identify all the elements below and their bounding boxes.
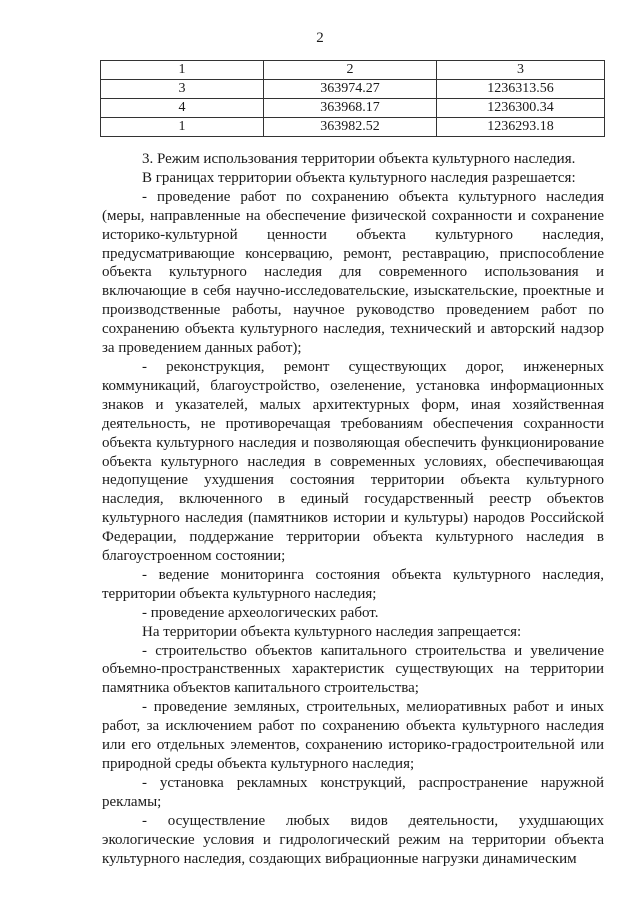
forbidden-intro: На территории объекта культурного наследия запрещается: <box>142 623 522 640</box>
x-coordinate-cell: 363968.17 <box>264 99 437 118</box>
document-body <box>102 150 604 868</box>
point-number-cell: 3 <box>101 80 264 99</box>
table-header-cell: 3 <box>437 61 605 80</box>
table-row <box>101 80 605 99</box>
page-number: 2 <box>316 30 324 46</box>
coordinates-table <box>100 60 605 137</box>
table-row <box>101 118 605 137</box>
forbidden-item: - установка рекламных конструкций, распространение наружной рекламы; <box>102 774 604 810</box>
y-coordinate-cell: 1236293.18 <box>437 118 605 137</box>
section-heading: 3. Режим использования территории объекта культурного наследия. <box>142 151 576 167</box>
table-header-cell: 2 <box>264 61 437 80</box>
y-coordinate-cell: 1236300.34 <box>437 99 605 118</box>
forbidden-item: - проведение земляных, строительных, мелиоративных работ и иных работ, за исключением работ по сохранению объекта культурного наследия или его отдельных элементов, сохранению историко-градостроительной или природной среды объекта культурного наследия; <box>102 699 604 772</box>
point-number-cell: 1 <box>101 118 264 137</box>
allowed-item: - ведение мониторинга состояния объекта культурного наследия, территории объекта культурного наследия; <box>102 566 604 602</box>
x-coordinate-cell: 363982.52 <box>264 118 437 137</box>
table-header-cell: 1 <box>101 61 264 80</box>
forbidden-item: - строительство объектов капитального строительства и увеличение объемно-пространственных характеристик существующих на территории памятника объектов капитального строительства; <box>102 642 604 697</box>
allowed-item: - проведение работ по сохранению объекта культурного наследия (меры, направленные на обеспечение физической сохранности и сохранение историко-культурной ценности объекта культурного наследия, предусматривающие консервацию, ремонт, реставрацию, приспособление объекта культурного наследия для современного использования и включающие в себя научно-исследовательские, изыскательские, проектные и производственные работы, научное руководство проведением работ по сохранению объекта культурного наследия, технический и авторский надзор за проведением данных работ); <box>102 188 604 357</box>
point-number-cell: 4 <box>101 99 264 118</box>
allowed-item: - реконструкция, ремонт существующих дорог, инженерных коммуникаций, благоустройство, озеленение, установка информационных знаков и указателей, малых архитектурных форм, иная хозяйственная деятельность, не противоречащая требованиям обеспечения сохранности объекта культурного наследия и позволяющая обеспечить функционирование объекта культурного наследия в современных условиях, обеспечивающая недопущение ухудшения состояния территории объекта культурного наследия, включенного в единый государственный реестр объектов культурного наследия (памятников истории и культуры) народов Российской Федерации, поддержание территории объекта культурного наследия в благоустроенном состоянии; <box>102 358 604 565</box>
allowed-intro: В границах территории объекта культурного наследия разрешается: <box>142 169 576 186</box>
x-coordinate-cell: 363974.27 <box>264 80 437 99</box>
table-header-row <box>101 61 605 80</box>
table-row <box>101 99 605 118</box>
allowed-item: - проведение археологических работ. <box>142 604 379 621</box>
y-coordinate-cell: 1236313.56 <box>437 80 605 99</box>
forbidden-item: - осуществление любых видов деятельности, ухудшающих экологические условия и гидрологический режим на территории объекта культурного наследия, создающих вибрационные нагрузки динамическим <box>102 812 604 867</box>
